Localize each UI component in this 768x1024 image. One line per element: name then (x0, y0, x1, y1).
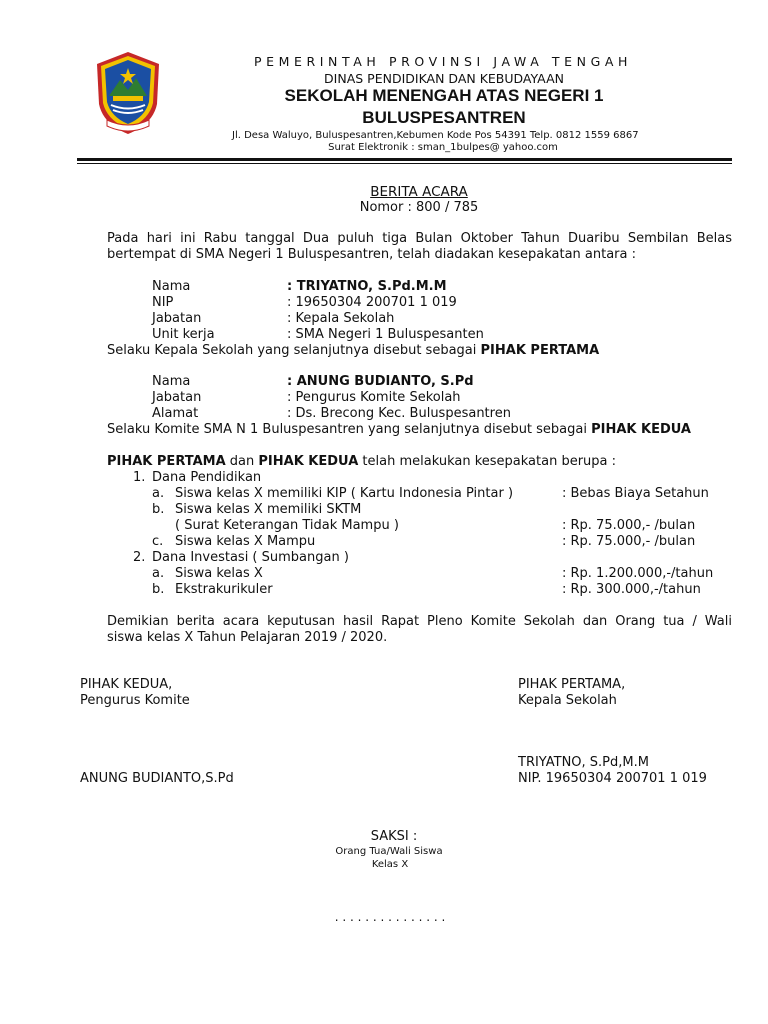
document-number: Nomor : 800 / 785 (359, 200, 479, 215)
party2-name-value: : ANUNG BUDIANTO, S.Pd (287, 374, 474, 389)
item-1b-text: Siswa kelas X memiliki SKTM (175, 502, 362, 517)
item-1b-value: : Rp. 75.000,- /bulan (562, 518, 696, 533)
item-2a-text: Siswa kelas X (175, 566, 263, 581)
item-1c-marker: c. (152, 534, 164, 549)
letterhead-school-location: BULUSPESANTREN (362, 108, 526, 127)
signature-right-nip: NIP. 19650304 200701 1 019 (518, 771, 707, 786)
agreement-party2: PIHAK KEDUA (258, 454, 359, 469)
item-2a-value: : Rp. 1.200.000,-/tahun (562, 566, 714, 581)
party1-nip-value: : 19650304 200701 1 019 (287, 295, 457, 310)
party2-jabatan-value: : Pengurus Komite Sekolah (287, 390, 461, 405)
party1-name-value: : TRIYATNO, S.Pd.M.M (287, 279, 447, 294)
item-2-title: Dana Investasi ( Sumbangan ) (152, 550, 349, 565)
witness-class: Kelas X (371, 859, 409, 870)
signature-left-role: PIHAK KEDUA, (80, 677, 173, 692)
party1-unit-value: : SMA Negeri 1 Buluspesanten (287, 327, 484, 342)
document-title: BERITA ACARA (370, 184, 468, 200)
letterhead-province: PEMERINTAH PROVINSI JAWA TENGAH (253, 54, 633, 69)
letterhead-school-name: SEKOLAH MENENGAH ATAS NEGERI 1 (284, 86, 604, 105)
item-1a-value: : Bebas Biaya Setahun (562, 486, 709, 501)
item-1c-value: : Rp. 75.000,- /bulan (562, 534, 696, 549)
intro-line-1: Pada hari ini Rabu tanggal Dua puluh tiga Bulan Oktober Tahun Duaribu Sembilan Belas (107, 231, 732, 246)
item-2b-text: Ekstrakurikuler (175, 582, 273, 597)
signature-right-title: Kepala Sekolah (518, 693, 617, 708)
intro-line-2: bertempat di SMA Negeri 1 Buluspesantren, telah diadakan kesepakatan antara : (107, 247, 637, 262)
party1-jabatan-label: Jabatan (152, 311, 202, 326)
item-1-title: Dana Pendidikan (152, 470, 262, 485)
item-1-number: 1. (133, 470, 146, 485)
signature-right-name: TRIYATNO, S.Pd,M.M (518, 755, 649, 770)
item-2a-marker: a. (152, 566, 165, 581)
item-1b-subtext: ( Surat Keterangan Tidak Mampu ) (175, 518, 399, 533)
party2-jabatan-label: Jabatan (152, 390, 202, 405)
witness-label: SAKSI : (370, 829, 418, 844)
witness-signature-line: . . . . . . . . . . . . . . . (334, 910, 446, 924)
party1-jabatan-value: : Kepala Sekolah (287, 311, 395, 326)
party1-unit-label: Unit kerja (152, 327, 215, 342)
item-1a-marker: a. (152, 486, 165, 501)
agreement-and: dan (225, 454, 259, 469)
letterhead-divider-thin (77, 163, 732, 164)
party1-designation-role: PIHAK PERTAMA (480, 343, 600, 358)
closing-line-2: siswa kelas X Tahun Pelajaran 2019 / 2020. (107, 630, 388, 645)
item-1a-text: Siswa kelas X memiliki KIP ( Kartu Indonesia Pintar ) (175, 486, 514, 501)
item-2-number: 2. (133, 550, 146, 565)
party2-alamat-value: : Ds. Brecong Kec. Buluspesantren (287, 406, 511, 421)
letterhead-divider (77, 158, 732, 161)
party1-designation-text: Selaku Kepala Sekolah yang selanjutnya disebut sebagai (107, 343, 481, 358)
letterhead-address: Jl. Desa Waluyo, Buluspesantren,Kebumen Kode Pos 54391 Telp. 0812 1559 6867 (232, 130, 639, 141)
party2-designation-role: PIHAK KEDUA (591, 422, 691, 437)
witness-role: Orang Tua/Wali Siswa (335, 846, 443, 857)
item-2b-value: : Rp. 300.000,-/tahun (562, 582, 701, 597)
letterhead-department: DINAS PENDIDIKAN DAN KEBUDAYAAN (324, 71, 564, 86)
party2-alamat-label: Alamat (152, 406, 199, 421)
signature-left-name: ANUNG BUDIANTO,S.Pd (80, 771, 234, 786)
item-1c-text: Siswa kelas X Mampu (175, 534, 316, 549)
signature-right-role: PIHAK PERTAMA, (518, 677, 626, 692)
party1-nip-label: NIP (152, 295, 174, 310)
agreement-rest: telah melakukan kesepakatan berupa : (358, 454, 617, 469)
party2-designation (107, 422, 691, 437)
party1-designation (107, 343, 599, 358)
letterhead-email: Surat Elektronik : sman_1bulpes@ yahoo.com (328, 142, 558, 153)
item-1b-marker: b. (152, 502, 165, 517)
item-2b-marker: b. (152, 582, 165, 597)
closing-line-1: Demikian berita acara keputusan hasil Rapat Pleno Komite Sekolah dan Orang tua / Wali (107, 614, 732, 629)
party2-name-label: Nama (152, 374, 191, 389)
party1-name-label: Nama (152, 279, 191, 294)
party2-designation-text: Selaku Komite SMA N 1 Buluspesantren yang selanjutnya disebut sebagai (107, 422, 592, 437)
signature-left-title: Pengurus Komite (80, 693, 190, 708)
agreement-party1: PIHAK PERTAMA (107, 454, 226, 469)
agreement-intro (107, 454, 616, 469)
